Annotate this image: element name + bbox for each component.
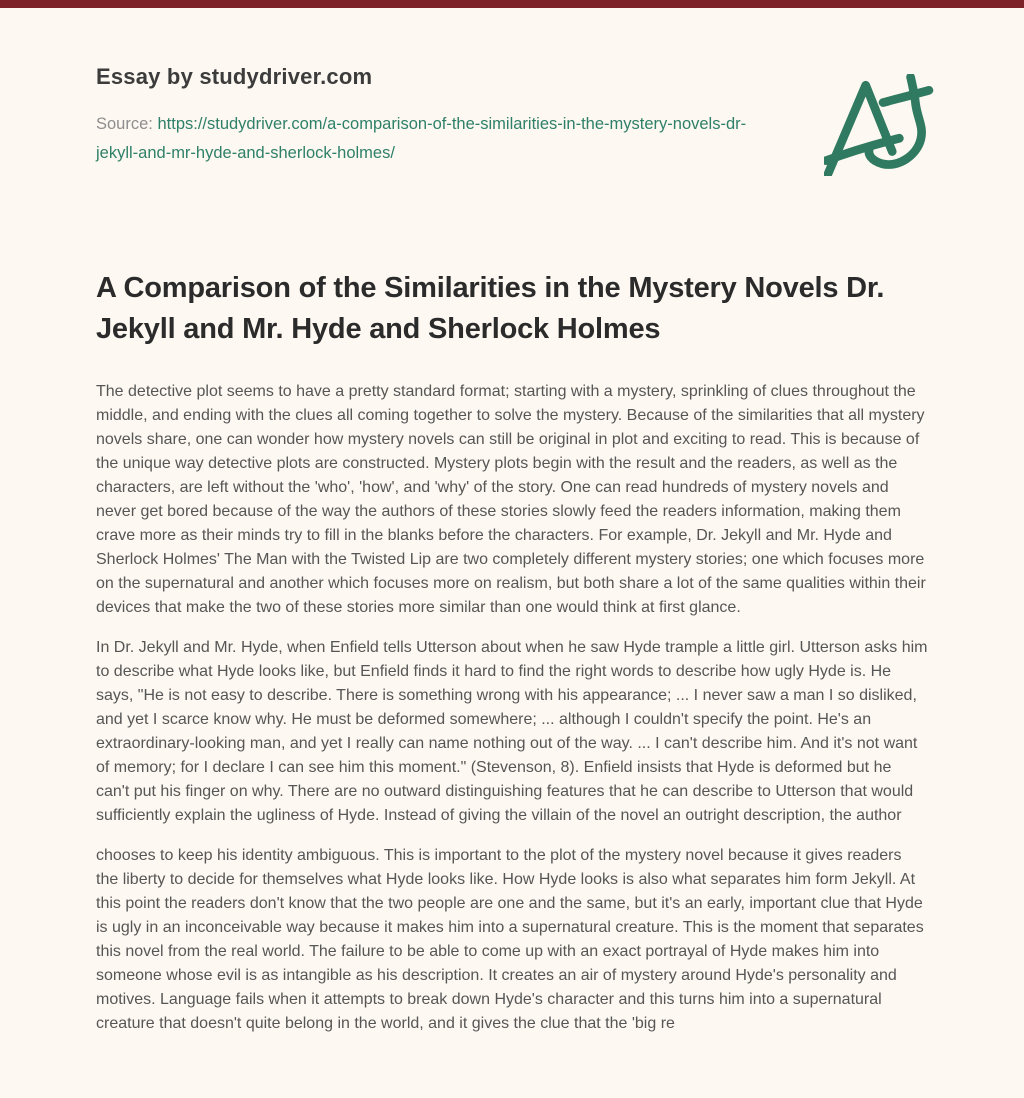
essay-paragraph-2: In Dr. Jekyll and Mr. Hyde, when Enfield tells Utterson about when he saw Hyde trample a little girl. Utterson asks him to describe what Hyde looks like, but Enfield finds it hard to find the right words to describe how ugly Hyde is. He says, "He is not easy to describe. There is something wrong with his appearance; ... I never saw a man I so disliked, and yet I scarce know why. He must be deformed somewhere; ... although I couldn't specify the point. He's an extraordinary-looking man, and yet I really can name nothing out of the way. ... I can't describe him. And it's not want of memory; for I declare I can see him this moment." (Stevenson, 8). Enfield insists that Hyde is deformed but he can't put his finger on why. There are no outward distinguishing features that he can describe to Utterson that would sufficiently explain the ugliness of Hyde. Instead of giving the villain of the novel an outright description, the author bbox=[96, 639, 928, 824]
essay-page bbox=[0, 8, 1024, 1098]
top-accent-bar bbox=[0, 0, 1024, 8]
essay-paragraph-3: chooses to keep his identity ambiguous. This is important to the plot of the mystery novel because it gives readers the liberty to decide for themselves what Hyde looks like. How Hyde looks is also what separates him form Jekyll. At this point the readers don't know that the two people are one and the same, but it's an early, important clue that Hyde is ugly in an inconceivable way because it makes him into a supernatural creature. This is the moment that separates this novel from the real world. The failure to be able to come up with an exact portrayal of Hyde makes him into someone whose evil is as intangible as his description. It creates an air of mystery around Hyde's personality and motives. Language fails when it attempts to break down Hyde's character and this turns him into a supernatural creature that doesn't quite belong in the world, and it gives the clue that the 'big re bbox=[96, 847, 924, 1032]
source-line bbox=[96, 110, 766, 168]
page-header bbox=[96, 64, 928, 168]
essay-body bbox=[96, 268, 928, 1036]
essay-paragraph-1: The detective plot seems to have a pretty standard format; starting with a mystery, sprinkling of clues throughout the middle, and ending with the clues all coming together to solve the mystery. Because of the similarities that all mystery novels share, one can wonder how mystery novels can still be original in plot and exciting to read. This is because of the unique way detective plots are constructed. Mystery plots begin with the result and the readers, as well as the characters, are left without the 'who', 'how', and 'why' of the story. One can read hundreds of mystery novels and never get bored because of the way the authors of these stories slowly feed the readers information, making them crave more as their minds try to fill in the blanks before the characters. For example, Dr. Jekyll and Mr. Hyde and Sherlock Holmes' The Man with the Twisted Lip are two completely different mystery stories; one which focuses more on the supernatural and another which focuses more on realism, but both share a lot of the same qualities within their devices that make the two of these stories more similar than one would think at first glance. bbox=[96, 383, 926, 616]
logo-plus-bar bbox=[883, 90, 929, 102]
source-url-link[interactable]: https://studydriver.com/a-comparison-of-the-similarities-in-the-mystery-novels-dr-jekyll-and-mr-hyde-and-sherlock-holmes/ bbox=[96, 115, 747, 162]
essay-byline: Essay by studydriver.com bbox=[96, 64, 373, 89]
essay-paragraphs bbox=[96, 380, 928, 1036]
source-label: Source: bbox=[96, 115, 153, 133]
a-plus-logo-icon bbox=[824, 74, 938, 176]
essay-title: A Comparison of the Similarities in the Mystery Novels Dr. Jekyll and Mr. Hyde and Sherlock Holmes bbox=[96, 272, 885, 345]
